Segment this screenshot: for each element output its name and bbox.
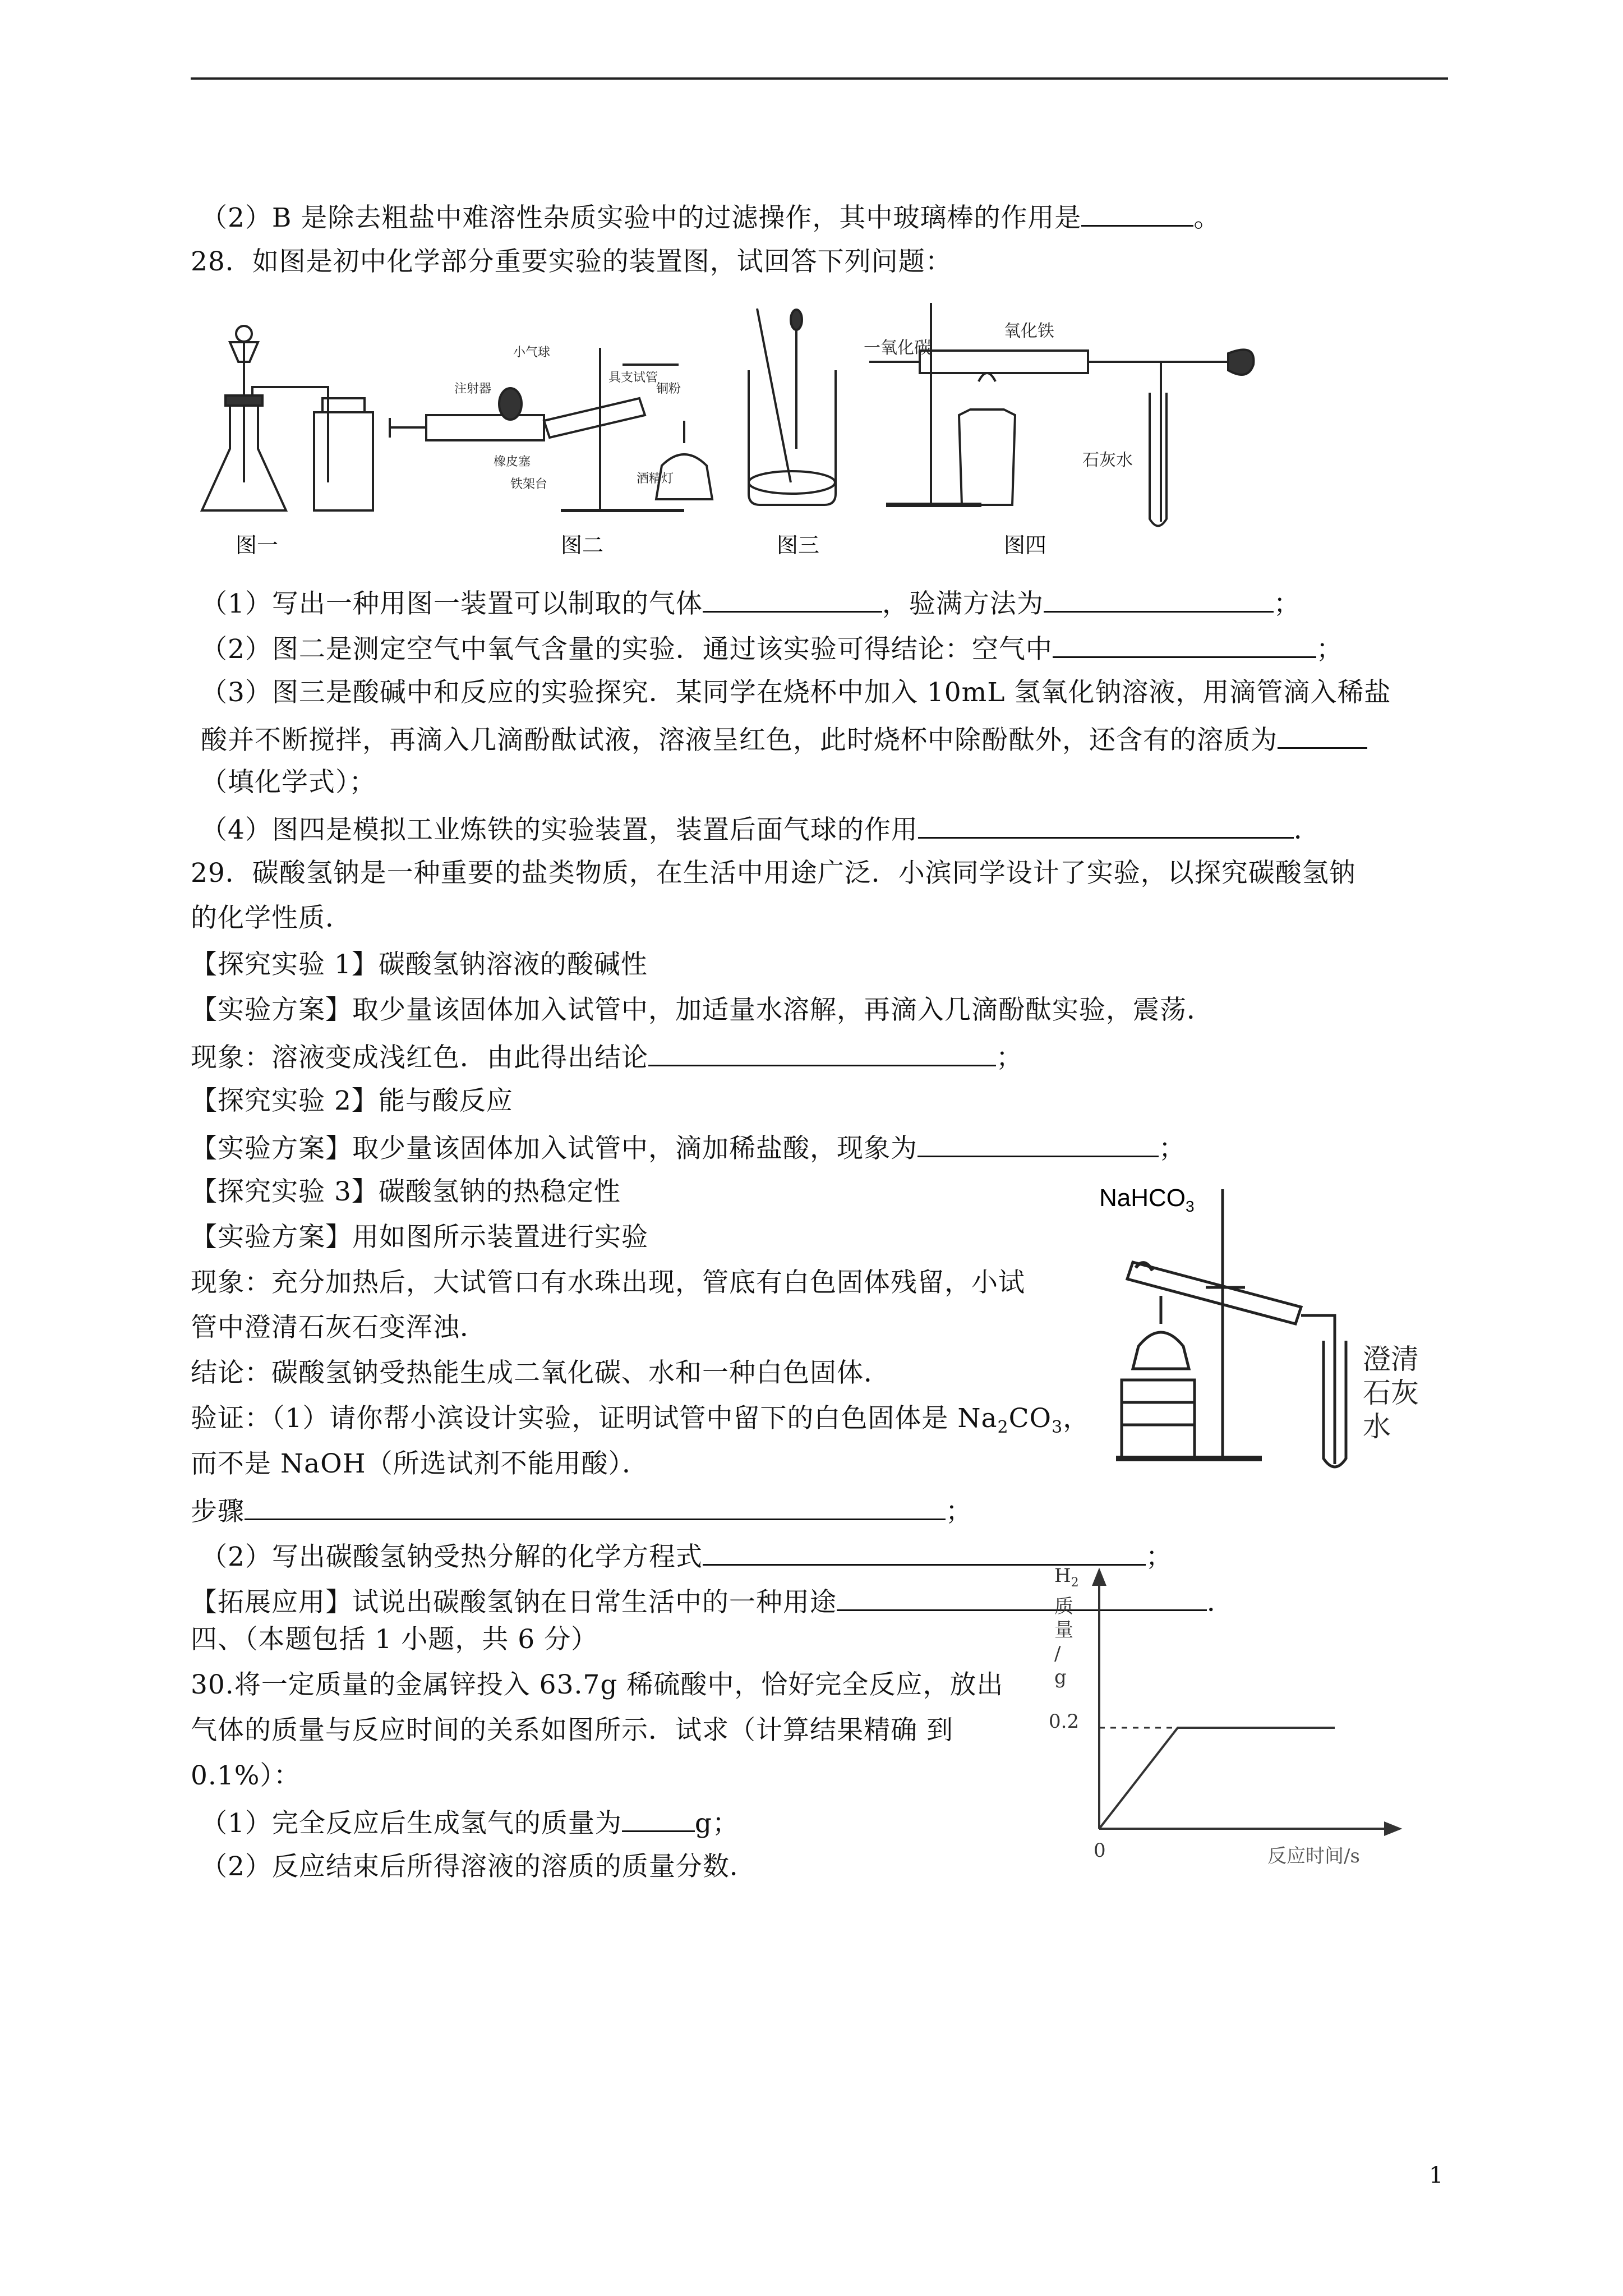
q30-part2: （2）反应结束后所得溶液的溶质的质量分数． <box>201 1851 757 1882</box>
q29-ext-text: 【拓展应用】试说出碳酸氢钠在日常生活中的一种用途 <box>191 1587 837 1618</box>
q27-part2 <box>201 199 1220 235</box>
q29-line2: 的化学性质． <box>191 903 352 933</box>
q29-exp1: 【探究实验 1】碳酸氢钠溶液的酸碱性 <box>191 949 648 980</box>
fig3-apparatus <box>749 309 836 505</box>
answer-blank-method[interactable] <box>1044 585 1274 613</box>
q29-exp2: 【探究实验 2】能与酸反应 <box>191 1085 513 1116</box>
y-tick-label: 0.2 <box>1049 1710 1080 1733</box>
q28-part3-line2 <box>201 721 1367 757</box>
q28-p1-text2: ，验满方法为 <box>882 588 1044 619</box>
q27-part2-end: 。 <box>1193 203 1221 233</box>
q29-phen1-text: 现象：溶液变成浅红色．由此得出结论 <box>191 1042 648 1073</box>
fig4-co-label: 一氧化碳 <box>864 338 931 358</box>
answer-blank-balloon[interactable] <box>918 811 1294 839</box>
q28-part1 <box>201 585 1301 621</box>
fig4-label: 图四 <box>1004 533 1047 558</box>
fig2-part-syringe: 注射器 <box>454 382 492 396</box>
x-axis-arrow <box>1385 1823 1399 1834</box>
answer-blank-gas[interactable] <box>703 585 882 613</box>
q29-verify-line2: 而不是 NaOH（所选试剂不能用酸）． <box>191 1448 649 1479</box>
header-rule <box>191 77 1448 80</box>
q30-line3: 0.1%）： <box>191 1760 301 1791</box>
q29-verify-co: CO <box>1008 1403 1052 1434</box>
fig3-label: 图三 <box>777 533 820 558</box>
q29-phen1-end: ； <box>996 1042 1023 1073</box>
q29-eq-end: ； <box>1145 1542 1173 1572</box>
q29-line1: 29．碳酸氢钠是一种重要的盐类物质，在生活中用途广泛．小滨同学设计了实验，以探究碳酸氢钠 <box>191 858 1356 889</box>
q29-plan2-end: ； <box>1159 1133 1186 1164</box>
heating-apparatus <box>1116 1189 1346 1467</box>
q29-equation <box>201 1538 1173 1574</box>
q29-conclusion: 结论：碳酸氢钠受热能生成二氧化碳、水和一种白色固体． <box>191 1358 891 1388</box>
answer-blank-step[interactable] <box>245 1493 946 1520</box>
q28-figures <box>196 297 1262 561</box>
answer-blank-solute[interactable] <box>1278 721 1367 749</box>
fig4-limewater-label: 石灰水 <box>1082 450 1133 470</box>
q29-step <box>191 1493 972 1529</box>
q29-ext-end: ． <box>1207 1587 1234 1618</box>
q28-p4-text: （4）图四是模拟工业炼铁的实验装置，装置后面气球的作用 <box>201 815 918 845</box>
y-axis-arrow <box>1094 1571 1105 1585</box>
answer-blank[interactable] <box>1081 199 1193 227</box>
q28-part2 <box>201 631 1343 666</box>
fig2-part-balloon: 小气球 <box>513 346 551 360</box>
q29-exp3: 【探究实验 3】碳酸氢钠的热稳定性 <box>191 1176 621 1207</box>
q29-phen3-line2: 管中澄清石灰石变浑浊． <box>191 1312 487 1343</box>
fig1-label: 图一 <box>236 533 279 558</box>
q29-phen1 <box>191 1039 1023 1075</box>
q29-verify-comma: ， <box>1063 1403 1090 1434</box>
fig1-apparatus <box>202 326 373 510</box>
q28-title: 28．如图是初中化学部分重要实验的装置图，试回答下列问题： <box>191 246 952 277</box>
fig2-part-tube: 具支试管 <box>608 371 658 385</box>
q29-plan2 <box>191 1130 1186 1166</box>
q28-part3-line1: （3）图三是酸碱中和反应的实验探究．某同学在烧杯中加入 10mL 氢氧化钠溶液，用滴管滴入稀盐 <box>201 677 1391 708</box>
q28-p3-text: 酸并不断搅拌，再滴入几滴酚酞试液，溶液呈红色，此时烧杯中除酚酞外，还含有的溶质为 <box>201 725 1278 756</box>
fig4-apparatus <box>869 303 1253 526</box>
q30-line1: 30.将一定质量的金属锌投入 63.7g 稀硫酸中，恰好完全反应，放出 <box>191 1669 1004 1700</box>
q30-part1 <box>201 1805 739 1841</box>
section4-title: 四、（本题包括 1 小题，共 6 分） <box>191 1624 598 1655</box>
fig4-fe2o3-label: 氧化铁 <box>1004 321 1054 341</box>
q29-verify-line1 <box>191 1402 1090 1444</box>
q29-plan1: 【实验方案】取少量该固体加入试管中，加适量水溶解，再滴入几滴酚酞实验，震荡． <box>191 995 1214 1025</box>
answer-blank-air[interactable] <box>1053 631 1316 658</box>
q30-line2: 气体的质量与反应时间的关系如图所示．试求（计算结果精确 到 <box>191 1715 953 1746</box>
q30-chart <box>1032 1559 1436 1874</box>
q28-p2-end: ； <box>1316 634 1343 665</box>
q28-part3-line3: （填化学式）； <box>201 767 376 798</box>
q28-p1-end: ； <box>1273 588 1301 619</box>
q28-p1-text: （1）写出一种用图一装置可以制取的气体 <box>201 588 703 619</box>
answer-blank-conclusion[interactable] <box>648 1039 996 1066</box>
q29-step-end: ； <box>946 1496 972 1527</box>
limewater-label-2: 石灰 <box>1363 1377 1419 1409</box>
limewater-label-1: 澄清 <box>1363 1343 1419 1375</box>
q28-p4-end: ． <box>1293 815 1321 845</box>
limewater-label-3: 水 <box>1363 1410 1391 1443</box>
origin-label: 0 <box>1094 1839 1106 1862</box>
q30-p1-end: g； <box>694 1808 739 1839</box>
fig2-part-copper: 铜粉 <box>656 382 681 396</box>
q28-part4 <box>201 811 1321 847</box>
fig2-part-stand: 铁架台 <box>510 477 548 491</box>
q29-phen3-line1: 现象：充分加热后，大试管口有水珠出现，管底有白色固体残留，小试 <box>191 1267 1025 1298</box>
q29-verify-sub2: 2 <box>997 1418 1009 1437</box>
q30-p1-text: （1）完全反应后生成氢气的质量为 <box>201 1808 622 1839</box>
nahco3-label: NaHCO$_3$ <box>1099 1184 1195 1215</box>
q29-verify-text: 验证：（1）请你帮小滨设计实验，证明试管中留下的白色固体是 Na <box>191 1403 998 1434</box>
q28-p2-text: （2）图二是测定空气中氧气含量的实验．通过该实验可得结论：空气中 <box>201 634 1053 665</box>
y-axis-label: $H_2$ <box>1054 1565 1079 1590</box>
fig2-apparatus <box>390 348 712 510</box>
fig2-part-stopper: 橡皮塞 <box>494 455 531 469</box>
fig2-part-lamp: 酒精灯 <box>637 472 674 486</box>
q29-eq-text: （2）写出碳酸氢钠受热分解的化学方程式 <box>201 1542 703 1572</box>
q29-figure <box>1099 1178 1464 1492</box>
x-axis-label: 反应时间/s <box>1267 1845 1360 1867</box>
answer-blank-phenomenon[interactable] <box>917 1130 1159 1157</box>
q29-step-label: 步骤 <box>191 1496 245 1527</box>
q29-plan2-text: 【实验方案】取少量该固体加入试管中，滴加稀盐酸，现象为 <box>191 1133 917 1164</box>
y-axis-label-chars: 质量/ g <box>1054 1595 1073 1688</box>
page-number: 1 <box>1429 2162 1444 2188</box>
series-line <box>1099 1728 1335 1829</box>
q29-verify-sub3: 3 <box>1052 1418 1063 1437</box>
answer-blank-h2-mass[interactable] <box>622 1805 695 1832</box>
q27-part2-text: （2）B 是除去粗盐中难溶性杂质实验中的过滤操作，其中玻璃棒的作用是 <box>201 203 1082 233</box>
fig2-label: 图二 <box>561 533 604 558</box>
q29-plan3: 【实验方案】用如图所示装置进行实验 <box>191 1222 648 1253</box>
